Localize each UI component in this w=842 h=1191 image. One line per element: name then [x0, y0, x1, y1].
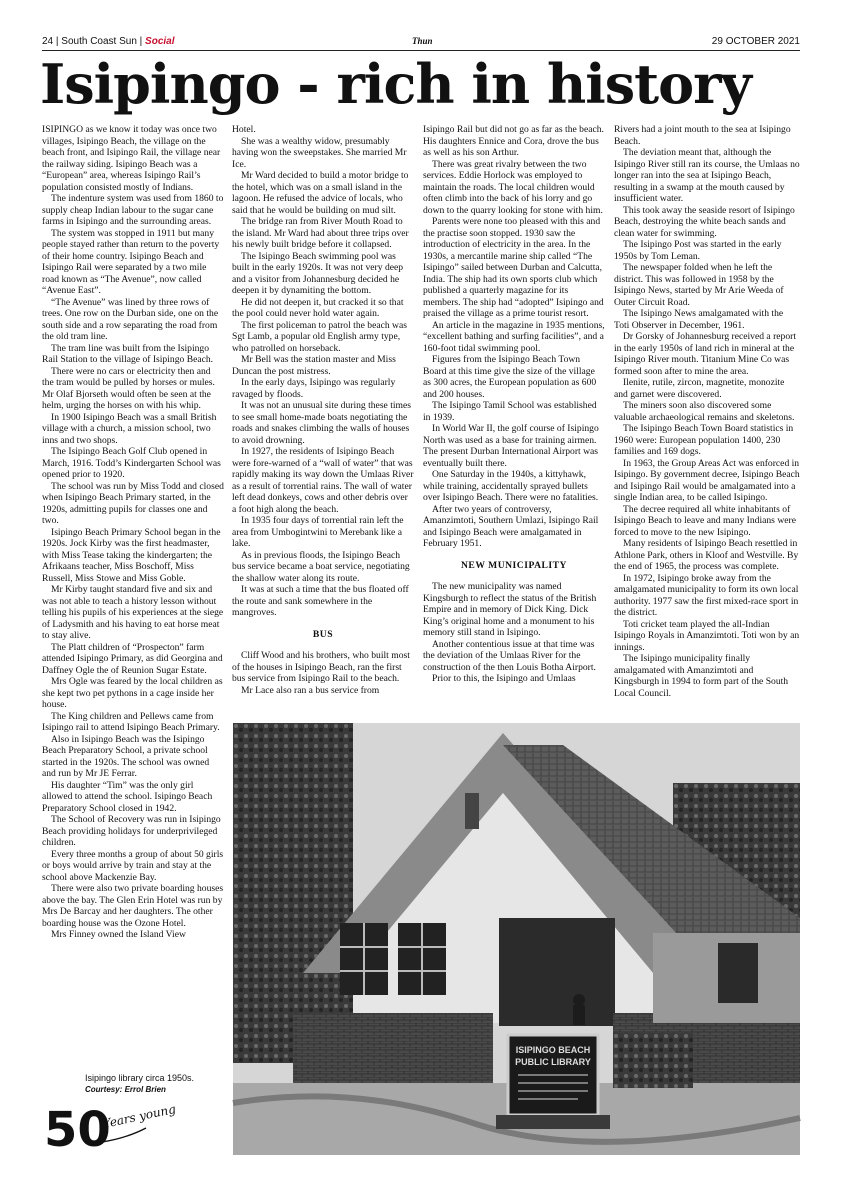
- article-paragraph: She was a wealthy widow, presumably having won the sweepstakes. She married Mr Ice.: [232, 135, 407, 170]
- article-paragraph: Mr Lace also ran a bus service from: [241, 684, 380, 696]
- article-paragraph: Rivers had a joint mouth to the sea at Isipingo Beach.: [614, 124, 791, 147]
- article-paragraph: Prior to this, the Isipingo and Umlaas: [432, 673, 576, 684]
- article-paragraph: Parents were none too pleased with this and the practise soon stopped. 1930 saw the introduction of electricity in the area. In the 1930s, a mercantile marine ship called “The Isipingo” sailed between Durban and Calcutta, India. The ship had its own sports club which published a quarterly magazine for its members. The ship had “adopted” Isipingo and praised the village as a prime tourist resort.: [423, 216, 604, 319]
- article-paragraph: The Isipingo News amalgamated with the Toti Observer in December, 1961.: [614, 308, 784, 331]
- issue-date: 29 OCTOBER 2021: [711, 36, 800, 47]
- article-paragraph: This took away the seaside resort of Isipingo Beach, destroying the white beach sands and clean water for swimming.: [614, 204, 795, 239]
- article-paragraph: After two years of controversy, Amanzimtoti, Southern Umlazi, Isipingo Rail and Isipingo Beach were amalgamated in February 1951.: [423, 503, 599, 549]
- article-column-1: [42, 124, 224, 974]
- article-paragraph: One Saturday in the 1940s, a kittyhawk, while training, accidentally sprayed bullets over Isipingo Beach. There were no fatalities.: [423, 469, 599, 503]
- article-paragraph: The Isipingo Tamil School was established in 1939.: [423, 400, 597, 423]
- article-paragraph: The deviation meant that, although the Isipingo River still ran its course, the Umlaas no longer ran into the sea at Isipingo Beach, resulting in a swamp at the mouth caused by insufficient water.: [614, 147, 800, 204]
- article-paragraph: “The Avenue” was lined by three rows of trees. One row on the Durban side, one on the south side and a row separating the road from the old tram line.: [42, 296, 219, 342]
- article-paragraph: Isipingo Rail but did not go as far as the beach. His daughters Ennice and Cora, drove the bus as well as his son Arthur.: [423, 124, 604, 158]
- article-paragraph: Another contentious issue at that time was the deviation of the Umlaas River for the construction of the then Louis Botha Airport.: [423, 638, 596, 673]
- library-building-image: [233, 723, 800, 1155]
- article-paragraph: The new municipality was named Kingsburgh to reflect the status of the British Empire and in memory of Dick King. Dick King’s original home and a monument to his memory still stand in Isipingo.: [423, 581, 597, 638]
- article-paragraph: Figures from the Isipingo Beach Town Board at this time give the size of the village as 300 acres, the European population as 600 and 200 houses.: [423, 354, 597, 400]
- caption-credit: Courtesy: Errol Brien: [85, 1085, 166, 1094]
- article-paragraph: The King children and Pellews came from Isipingo rail to attend Isipingo Beach Primary.: [42, 710, 220, 733]
- article-paragraph: The tram line was built from the Isipingo Rail Station to the village of Isipingo Beach.: [42, 342, 214, 365]
- article-paragraph: Toti cricket team played the all-Indian Isipingo Royals in Amanzimtoti. Toti won by an innings.: [614, 618, 800, 653]
- logo-script: Years young: [101, 1101, 178, 1131]
- article-paragraph: In 1963, the Group Areas Act was enforced in Isipingo. By government decree, Isipingo Beach and Isipingo Rail would be amalgamated into a single Indian area, to be called Isipingo.: [614, 457, 800, 503]
- article-paragraph: In 1900 Isipingo Beach was a small British village with a church, a mission school, two inns and two shops.: [42, 411, 217, 446]
- article-paragraph: Mr Kirby taught standard five and six and was not able to teach a history lesson without telling his pupils of his experiences at the siege of Ladysmith and his having to eat horse meat to stay alive.: [42, 584, 224, 641]
- masthead: Thun: [412, 36, 433, 46]
- article-paragraph: In World War II, the golf course of Isipingo North was used as a base for training airmen. The present Durban International Airport was eventually built there.: [423, 423, 599, 469]
- fifty-years-young-logo: [42, 1098, 178, 1158]
- article-paragraph: There was great rivalry between the two services. Eddie Horlock was employed to maintain the roads. The local children would often climb into the back of his lorry and go down to the quarry looking for stone with him.: [423, 158, 603, 216]
- library-sign-line-1: ISIPINGO BEACH: [515, 1045, 591, 1055]
- section-name: Social: [145, 36, 175, 47]
- library-sign-line-2: PUBLIC LIBRARY: [515, 1057, 591, 1067]
- article-paragraph: In 1927, the residents of Isipingo Beach were fore-warned of a “wall of water” that was rapidly making its way down the Umlaas River as a result of torrential rains. The wall of water left dead donkeys, cows and other debris over a foot high along the beach.: [232, 446, 414, 515]
- header-rule: [42, 50, 800, 51]
- article-paragraph: The system was stopped in 1911 but many people stayed rather than return to the poverty of their home country. Isipingo Beach and Isipingo Rail were separated by a two mile road known as “The Avenue”, now called “Avenue East”.: [42, 227, 220, 296]
- article-paragraph: In 1935 four days of torrential rain left the area from Umbogintwini to Merebank like a lake.: [232, 515, 404, 549]
- headline: Isipingo - rich in history: [40, 52, 751, 116]
- article-column-4: [614, 124, 800, 708]
- article-paragraph: There were also two private boarding houses above the bay. The Glen Erin Hotel was run by Mrs De Barcay and her daughters. The other boarding house was the Ozone Hotel.: [42, 883, 224, 929]
- article-paragraph: Ilenite, rutile, zircon, magnetite, monozite and garnet were discovered.: [614, 377, 785, 400]
- section-subheading: BUS: [312, 628, 334, 640]
- section-subheading: NEW MUNICIPALITY: [461, 559, 567, 571]
- caption-text: Isipingo library circa 1950s.: [85, 1073, 195, 1083]
- article-paragraph: Isipingo Beach Primary School began in the 1920s. Jock Kirby was the first headmaster, with Miss Tease taking the kindergarten; the Afrikaans teacher, Miss Boschoff, Miss Russell, Miss Stowe and Miss Goble.: [42, 526, 221, 584]
- article-paragraph: An article in the magazine in 1935 mentions, “excellent bathing and surfing facilities”, and a 160-foot tidal swimming pool.: [423, 319, 605, 354]
- article-paragraph: Also in Isipingo Beach was the Isipingo Beach Preparatory School, a private school started in the 1920s. The school was owned and run by Mr JE Ferrar.: [42, 733, 210, 779]
- article-column-2: [232, 124, 414, 708]
- article-paragraph: In the early days, Isipingo was regularly ravaged by floods.: [232, 377, 396, 400]
- article-paragraph: The indenture system was used from 1860 to supply cheap Indian labour to the sugar cane farms in Isipingo and the surrounding areas.: [42, 193, 224, 227]
- article-paragraph: The Isipingo municipality finally amalgamated with Amanzimtoti and Kingsburgh in 1994 to form part of the South Local Council.: [614, 653, 789, 699]
- article-paragraph: The first policeman to patrol the beach was Sgt Lamb, a popular old English army type, who patrolled on horseback.: [232, 319, 407, 354]
- article-paragraph: As in previous floods, the Isipingo Beach bus service became a boat service, negotiating the shallow water along its route.: [232, 549, 410, 584]
- article-paragraph: The Isipingo Post was started in the early 1950s by Tom Leman.: [614, 239, 782, 262]
- article-paragraph: The School of Recovery was run in Isipingo Beach providing holidays for underprivileged children.: [42, 814, 221, 848]
- logo-number: 50: [44, 1102, 111, 1158]
- article-paragraph: Mrs Ogle was feared by the local children as she kept two pet pythons in a cage inside her house.: [42, 676, 223, 710]
- article-paragraph: ISIPINGO as we know it today was once two villages, Isipingo Beach, the village on the beach front, and Isipingo Rail, the village near the railway siding. Isipingo Beach was a “European” area, whereas Isipingo Rail’s population consisted mostly of Indians.: [42, 124, 221, 193]
- article-paragraph: The Isipingo Beach Golf Club opened in March, 1916. Todd’s Kindergarten School was opened prior to 1920.: [42, 446, 221, 480]
- article-paragraph: It was at such a time that the bus floated off the route and sank somewhere in the mangroves.: [232, 584, 409, 618]
- article-paragraph: The Platt children of “Prospecton” farm attended Isipingo Primary, as did Georgina and Daffney Ogle the of Reunion Sugar Estate.: [42, 641, 223, 676]
- article-paragraph: He did not deepen it, but cracked it so that the pool could never hold water again.: [232, 296, 404, 319]
- article-paragraph: Hotel.: [232, 124, 256, 135]
- article-paragraph: Mrs Finney owned the Island View: [51, 929, 186, 940]
- article-paragraph: It was not an unusual site during these times to see small home-made boats negotiating the roads and snakes climbing the walls of houses to avoid drowning.: [232, 400, 411, 446]
- page-info: 24 | South Coast Sun | Social: [42, 36, 175, 47]
- article-paragraph: The miners soon also discovered some valuable archaeological remains and skeletons.: [614, 400, 795, 423]
- article-paragraph: In 1972, Isipingo broke away from the amalgamated municipality to form its own local authority. 1977 saw the first mixed-race sport in the district.: [614, 572, 799, 618]
- article-paragraph: The Isipingo Beach Town Board statistics in 1960 were: European population 1400, 230 families and 169 dogs.: [614, 423, 794, 457]
- article-paragraph: The school was run by Miss Todd and closed when Isipingo Beach Primary started, in the 1920s, admitting pupils for classes one and two.: [42, 480, 224, 526]
- article-paragraph: Cliff Wood and his brothers, who built most of the houses in Isipingo Beach, ran the first bus service from Isipingo Rail to the beach.: [232, 650, 410, 684]
- photo-caption: [85, 1073, 194, 1095]
- article-paragraph: The bridge ran from River Mouth Road to the island. Mr Ward had about three trips over his newly built bridge before it collapsed.: [232, 216, 409, 250]
- article-paragraph: His daughter “Tim” was the only girl allowed to attend the school. Isipingo Beach Preparatory School closed in 1942.: [42, 779, 213, 814]
- article-paragraph: Mr Bell was the station master and Miss Duncan the post mistress.: [232, 354, 396, 377]
- article-paragraph: Many residents of Isipingo Beach resettled in Athlone Park, others in Kloof and Westville. By the end of 1965, the process was complete.: [614, 538, 799, 572]
- article-paragraph: The decree required all white inhabitants of Isipingo Beach to leave and many Indians were forced to move to the new Isipingo.: [614, 503, 796, 538]
- library-photo: [233, 723, 800, 1155]
- article-column-3: [423, 124, 605, 708]
- article-paragraph: Dr Gorsky of Johannesburg received a report in the early 1950s of land rich in mineral at the Isipingo River mouth. Titanium Mine Co was formed soon after to mine the area.: [614, 331, 796, 377]
- article-paragraph: The Isipingo Beach swimming pool was built in the early 1920s. It was not very deep and a visitor from Johannesburg decided he deepen it by dynamiting the bottom.: [232, 250, 404, 296]
- article-paragraph: There were no cars or electricity then and the tram would be pulled by horses or mules. Mr Olaf Bjorseth would often be seen at the helm, urging the horses on with his whip.: [42, 365, 215, 411]
- article-paragraph: Every three months a group of about 50 girls or boys would arrive by train and stay at the school above Mackenzie Bay.: [42, 848, 224, 883]
- page-header: [42, 36, 800, 50]
- article-paragraph: The newspaper folded when he left the district. This was followed in 1958 by the Isipingo News, started by Mr Arie Weeda of Outer Circuit Road.: [614, 262, 784, 308]
- article-paragraph: Mr Ward decided to build a motor bridge to the hotel, which was on a small island in the lagoon. He refused the advice of locals, who said that he would be building on mud silt.: [232, 170, 409, 216]
